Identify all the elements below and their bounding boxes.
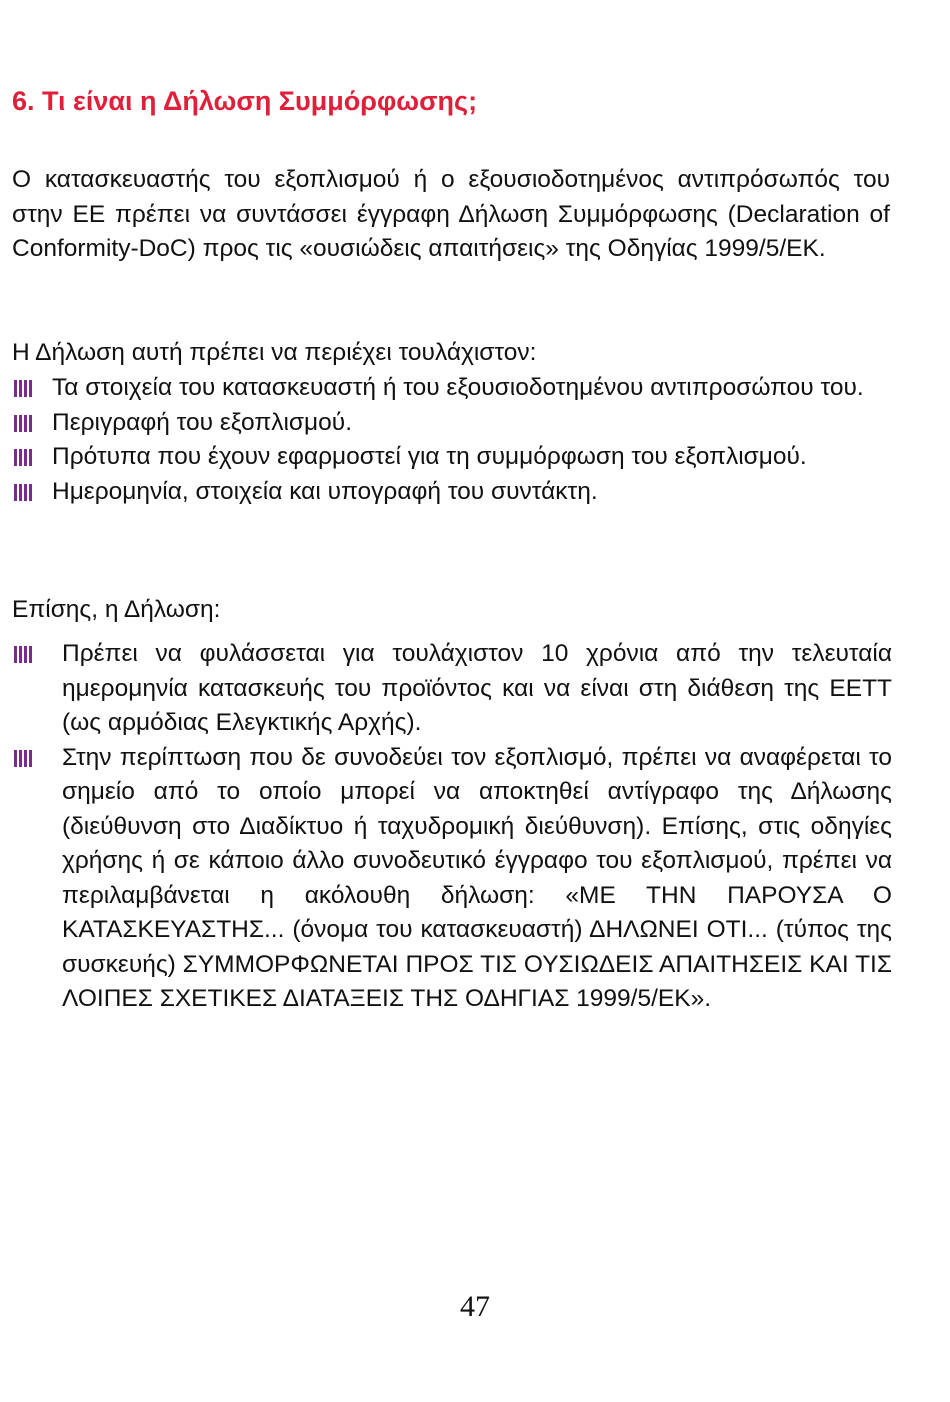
section-heading: 6. Τι είναι η Δήλωση Συμμόρφωσης; <box>12 86 478 116</box>
list-item-text: Περιγραφή του εξοπλισμού. <box>52 408 353 436</box>
list-item <box>12 475 892 510</box>
vertical-bars-bullet-icon <box>14 484 34 501</box>
list-item <box>12 440 892 475</box>
list-item-text: Στην περίπτωση που δε συνοδεύει τον εξοπλισμό, πρέπει να αναφέρεται το σημείο από το οποίο μπορεί να αποκτηθεί αντίγραφο της Δήλωσης (διεύθυνση στο Διαδίκτυο ή ταχυδρομική διεύθυνση). Επίσης, στις οδηγίες χρήσης ή σε κάποιο άλλο συνοδευτικό έγγραφο του εξοπλισμού, πρέπει να περιλαμβάνεται η ακόλουθη δήλωση: «ΜΕ ΤΗΝ ΠΑΡΟΥΣΑ Ο ΚΑΤΑΣΚΕΥΑΣΤΗΣ... (όνομα του κατασκευαστή) ΔΗΛΩΝΕΙ ΟΤΙ... (τύπος της συσκευής) ΣΥΜΜΟΡΦΩΝΕΤΑΙ ΠΡΟΣ ΤΙΣ ΟΥΣΙΩΔΕΙΣ ΑΠΑΙΤΗΣΕΙΣ ΚΑΙ ΤΙΣ ΛΟΙΠΕΣ ΣΧΕΤΙΚΕΣ ΔΙΑΤΑΞΕΙΣ ΤΗΣ ΟΔΗΓΙΑΣ 1999/5/ΕΚ». <box>62 743 892 1012</box>
list-item <box>12 741 892 1017</box>
contents-list <box>12 371 892 509</box>
vertical-bars-bullet-icon <box>14 415 34 432</box>
also-lead: Επίσης, η Δήλωση: <box>12 596 221 623</box>
vertical-bars-bullet-icon <box>14 750 34 767</box>
page-number: 47 <box>460 1290 490 1323</box>
contents-lead: Η Δήλωση αυτή πρέπει να περιέχει τουλάχιστον: <box>12 339 537 366</box>
intro-paragraph: Ο κατασκευαστής του εξοπλισμού ή ο εξουσιοδοτημένος αντιπρόσωπός του στην ΕΕ πρέπει να συντάσσει έγγραφη Δήλωση Συμμόρφωσης (Declaration of Conformity-DoC) προς τις «ουσιώδεις απαιτήσεις» της Οδηγίας 1999/5/ΕΚ. <box>12 166 890 262</box>
list-item <box>12 637 892 741</box>
list-item-text: Ημερομηνία, στοιχεία και υπογραφή του συντάκτη. <box>52 477 598 505</box>
list-item-text: Πρότυπα που έχουν εφαρμοστεί για τη συμμόρφωση του εξοπλισμού. <box>52 443 807 470</box>
list-item <box>12 371 892 406</box>
also-list <box>12 637 892 1017</box>
vertical-bars-bullet-icon <box>14 380 34 397</box>
list-item-text: Πρέπει να φυλάσσεται για τουλάχιστον 10 χρόνια από την τελευταία ημερομηνία κατασκευής του προϊόντος και να είναι στη διάθεση της ΕΕΤΤ (ως αρμόδιας Ελεγκτικής Αρχής). <box>62 640 892 736</box>
vertical-bars-bullet-icon <box>14 646 34 663</box>
list-item-text: Τα στοιχεία του κατασκευαστή ή του εξουσιοδοτημένου αντιπροσώπου του. <box>52 374 864 401</box>
list-item <box>12 406 892 441</box>
vertical-bars-bullet-icon <box>14 449 34 466</box>
